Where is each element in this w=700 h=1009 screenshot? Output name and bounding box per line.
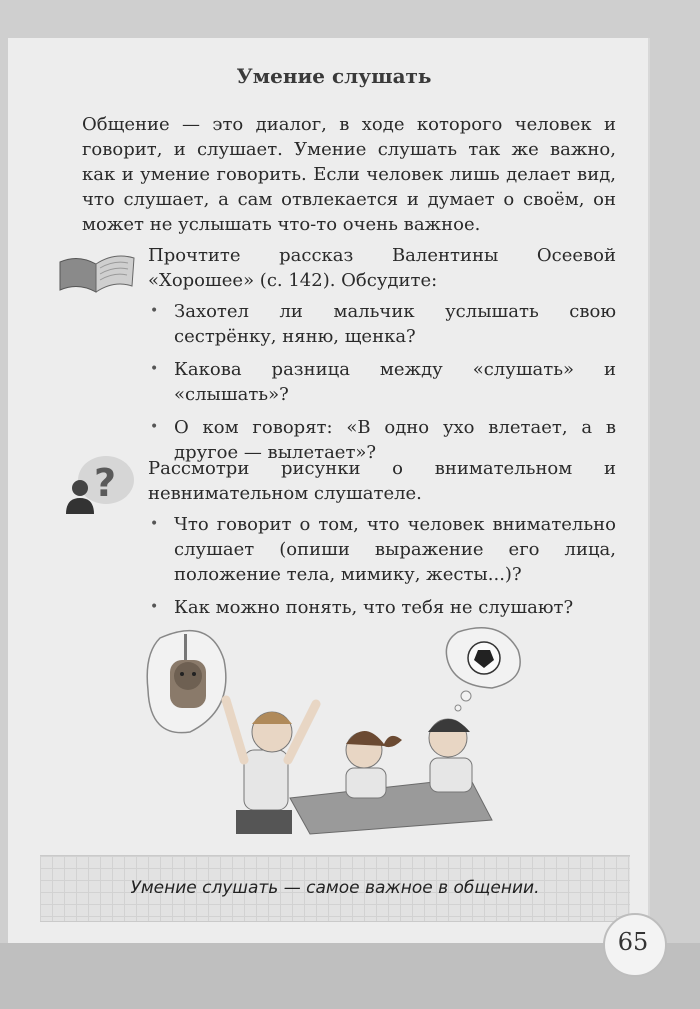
page-shadow xyxy=(0,943,700,1009)
svg-text:?: ? xyxy=(94,461,117,505)
task-read-story xyxy=(148,243,616,473)
task-look-pictures xyxy=(148,456,616,628)
question-item: • Как можно понять, что тебя не слушают? xyxy=(148,595,616,620)
task2-questions xyxy=(148,512,616,620)
question-person-icon xyxy=(58,452,136,518)
intro-paragraph: Общение — это диалог, в ходе которого человек и говорит, и слушает. Умение слушать так же важно, как и умение говорить. Если человек лишь делает вид, что слушает, а сам отвлекается и думает о своём, он может не услышать что-то очень важное. xyxy=(82,114,616,235)
question-item: • Какова разница между «слушать» и «слышать»? xyxy=(148,357,616,407)
listeners-illustration xyxy=(140,620,530,840)
page-title: Умение слушать xyxy=(236,64,432,88)
task1-text: Прочтите рассказ Валентины Осеевой «Хорошее» (с. 142). Обсудите: xyxy=(148,245,616,291)
page-number: 65 xyxy=(617,928,649,956)
summary-note: Умение слушать — самое важное в общении. xyxy=(130,878,540,898)
task2-text: Рассмотри рисунки о внимательном и невнимательном слушателе. xyxy=(148,458,616,504)
question-item: • Захотел ли мальчик услышать свою сестрёнку, няню, щенка? xyxy=(148,299,616,349)
book-icon xyxy=(56,246,138,296)
task1-questions xyxy=(148,299,616,465)
question-item: • О ком говорят: «В одно ухо влетает, а в другое — вылетает»? xyxy=(148,415,616,465)
question-item: • Что говорит о том, что человек внимательно слушает (опиши выражение его лица, положение тела, мимику, жесты...)? xyxy=(148,512,616,587)
